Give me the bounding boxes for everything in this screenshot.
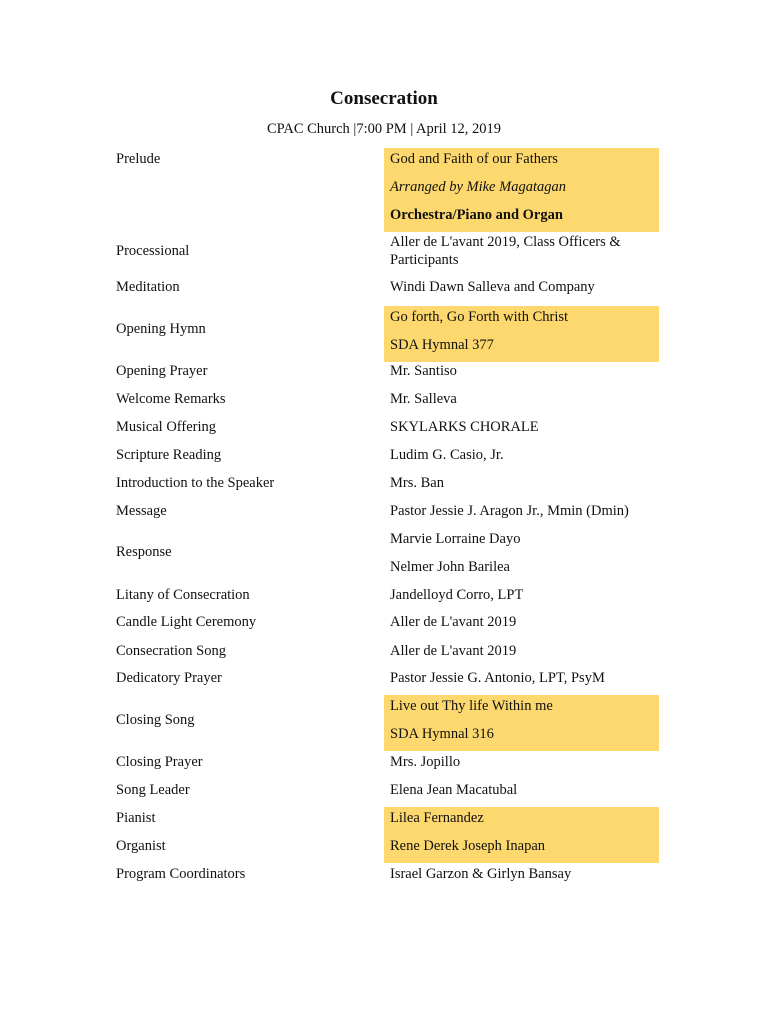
program-row (0, 584, 768, 612)
program-item-details (384, 779, 659, 807)
program-item-details (384, 232, 659, 272)
program-row (0, 500, 768, 528)
program-item-details (384, 444, 659, 472)
program-item-details (384, 276, 659, 304)
program-item-label: Prelude (116, 151, 161, 167)
program-item-label: Organist (116, 838, 166, 854)
program-item-details (384, 807, 659, 835)
program-row (0, 388, 768, 416)
program-row (0, 416, 768, 444)
program-row (0, 779, 768, 807)
program-item-label: Consecration Song (116, 643, 226, 659)
program-item-detail-line: Arranged by Mike Magatagan (390, 179, 566, 195)
program-item-details (384, 360, 659, 388)
program-item-detail-line: Marvie Lorraine Dayo (390, 531, 521, 547)
program-item-label: Processional (116, 243, 190, 259)
program-item-detail-line: Aller de L'avant 2019 (390, 643, 517, 659)
program-item-label: Musical Offering (116, 419, 216, 435)
program-row (0, 444, 768, 472)
program-item-label: Closing Prayer (116, 754, 203, 770)
program-item-details (384, 640, 659, 668)
program-item-detail-line: Jandelloyd Corro, LPT (390, 587, 524, 603)
program-item-detail-line: Mrs. Jopillo (390, 754, 461, 770)
program-item-label: Introduction to the Speaker (116, 475, 275, 491)
program-item-details (384, 416, 659, 444)
program-row (0, 306, 768, 362)
program-row (0, 276, 768, 304)
program-item-details (384, 611, 659, 639)
program-item-details (384, 667, 659, 695)
program-item-detail-line: God and Faith of our Fathers (390, 151, 558, 167)
program-item-detail-line: Mr. Santiso (390, 363, 457, 379)
program-item-label: Pianist (116, 810, 156, 826)
program-item-detail-line: Elena Jean Macatubal (390, 782, 518, 798)
program-row (0, 640, 768, 668)
program-row (0, 472, 768, 500)
program-item-details (384, 306, 659, 362)
program-item-detail-line: Aller de L'avant 2019, Class Officers & Participants (390, 234, 621, 268)
program-item-detail-line: Go forth, Go Forth with Christ (390, 309, 569, 325)
program-row (0, 611, 768, 639)
program-item-details (384, 695, 659, 751)
program-item-detail-line: Pastor Jessie G. Antonio, LPT, PsyM (390, 670, 605, 686)
program-item-label: Scripture Reading (116, 447, 222, 463)
program-item-detail-line: Ludim G. Casio, Jr. (390, 447, 504, 463)
program-item-details (384, 148, 659, 232)
program-item-details (384, 472, 659, 500)
event-details: CPAC Church |7:00 PM | April 12, 2019 (266, 121, 502, 137)
program-item-details (384, 528, 659, 584)
program-item-label: Opening Hymn (116, 321, 206, 337)
program-item-label: Opening Prayer (116, 363, 208, 379)
program-item-details (384, 500, 659, 528)
program-item-detail-line: Aller de L'avant 2019 (390, 614, 517, 630)
program-item-label: Closing Song (116, 712, 195, 728)
program-item-label: Litany of Consecration (116, 587, 250, 603)
program-item-details (384, 584, 659, 612)
program-item-detail-line: Orchestra/Piano and Organ (390, 207, 563, 223)
program-item-label: Dedicatory Prayer (116, 670, 222, 686)
program-item-detail-line: SDA Hymnal 377 (390, 337, 494, 353)
program-row (0, 835, 768, 863)
page-title: Consecration (330, 88, 438, 109)
program-item-details (384, 835, 659, 863)
program-item-detail-line: Mr. Salleva (390, 391, 457, 407)
program-item-label: Candle Light Ceremony (116, 614, 257, 630)
program-item-details (384, 863, 659, 891)
program-item-details (384, 388, 659, 416)
program-item-label: Response (116, 544, 172, 560)
program-row (0, 360, 768, 388)
program-item-detail-line: SDA Hymnal 316 (390, 726, 494, 742)
program-row (0, 807, 768, 835)
program-row (0, 695, 768, 751)
program-row (0, 148, 768, 232)
program-item-label: Welcome Remarks (116, 391, 226, 407)
program-item-label: Program Coordinators (116, 866, 246, 882)
program-item-detail-line: SKYLARKS CHORALE (390, 419, 539, 435)
program-item-detail-line: Pastor Jessie J. Aragon Jr., Mmin (Dmin) (390, 503, 629, 519)
program-row (0, 528, 768, 584)
program-item-detail-line: Israel Garzon & Girlyn Bansay (390, 866, 572, 882)
program-row (0, 863, 768, 891)
program-item-detail-line: Windi Dawn Salleva and Company (390, 279, 595, 295)
program-item-label: Song Leader (116, 782, 190, 798)
program-item-detail-line: Rene Derek Joseph Inapan (390, 838, 546, 854)
program-item-label: Message (116, 503, 167, 519)
program-item-details (384, 751, 659, 779)
program-item-detail-line: Nelmer John Barilea (390, 559, 510, 575)
program-item-label: Meditation (116, 279, 180, 295)
program-item-detail-line: Lilea Fernandez (390, 810, 484, 826)
program-item-detail-line: Live out Thy life Within me (390, 698, 553, 714)
program-row (0, 667, 768, 695)
program-item-detail-line: Mrs. Ban (390, 475, 444, 491)
program-row (0, 232, 768, 272)
program-row (0, 751, 768, 779)
